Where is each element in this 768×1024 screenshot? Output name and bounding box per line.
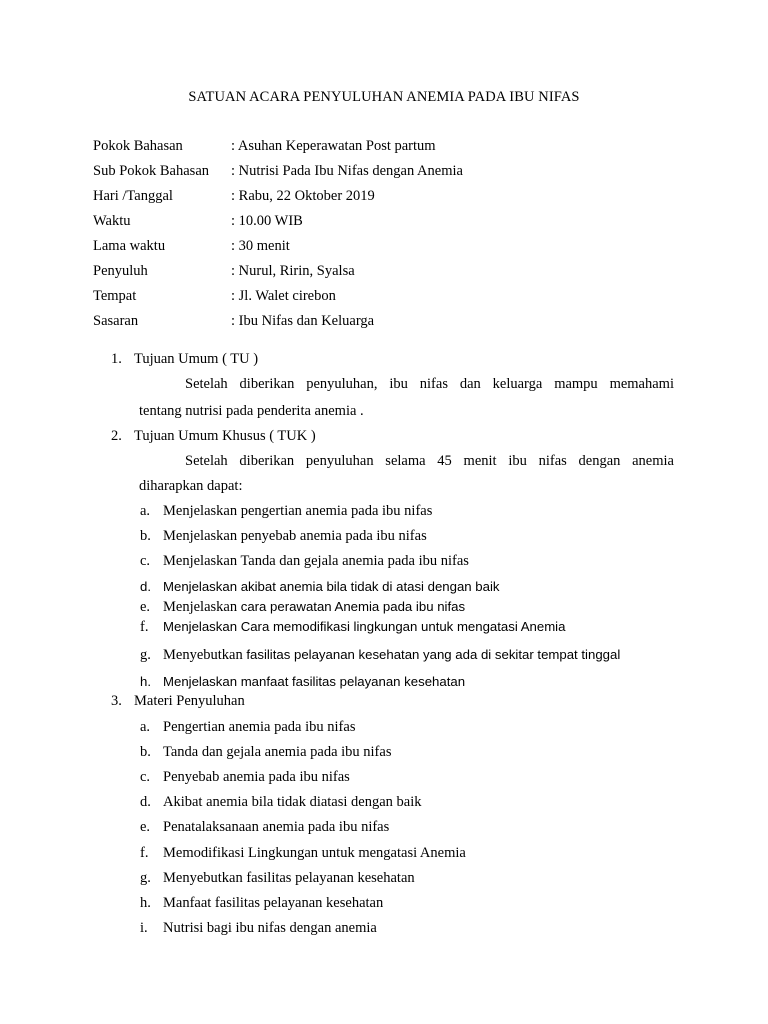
list-letter: h. (140, 674, 151, 689)
list-letter: a. (140, 503, 151, 519)
paragraph-line: Setelah diberikan penyuluhan, ibu nifas dan keluarga mampu memahami (185, 376, 674, 392)
list-letter: a. (140, 719, 151, 735)
list-letter: c. (140, 553, 151, 569)
list-letter: b. (140, 744, 151, 760)
section-heading: Materi Penyuluhan (134, 693, 245, 709)
list-letter: f. (140, 619, 149, 635)
list-text-part: cara perawatan Anemia pada ibu nifas (240, 599, 466, 614)
info-label: Sasaran (93, 313, 139, 329)
paragraph-line: tentang nutrisi pada penderita anemia . (139, 403, 364, 419)
list-text-part: fasilitas pelayanan kesehatan yang ada di sekitar tempat tinggal (246, 647, 621, 662)
info-label: Penyuluh (93, 263, 148, 279)
info-value: : Nurul, Ririn, Syalsa (231, 263, 355, 279)
info-value: : Asuhan Keperawatan Post partum (231, 138, 436, 154)
list-text (163, 646, 620, 664)
info-value: : Rabu, 22 Oktober 2019 (231, 188, 375, 204)
list-letter: h. (140, 895, 151, 911)
info-value: : Nutrisi Pada Ibu Nifas dengan Anemia (231, 163, 463, 179)
list-text: Menjelaskan Cara memodifikasi lingkungan untuk mengatasi Anemia (163, 619, 566, 634)
section-number: 1. (111, 351, 122, 367)
list-letter: d. (140, 794, 151, 810)
info-label: Sub Pokok Bahasan (93, 163, 209, 179)
list-text: Manfaat fasilitas pelayanan kesehatan (163, 895, 384, 911)
list-letter: b. (140, 528, 151, 544)
list-text: Menjelaskan manfaat fasilitas pelayanan kesehatan (163, 674, 466, 689)
list-text: Tanda dan gejala anemia pada ibu nifas (163, 744, 392, 760)
info-value: : 30 menit (231, 238, 290, 254)
list-text: Menjelaskan akibat anemia bila tidak di atasi dengan baik (163, 579, 500, 594)
list-text: Menyebutkan fasilitas pelayanan kesehatan (163, 870, 415, 886)
section-number: 3. (111, 693, 122, 709)
list-letter: f. (140, 845, 149, 861)
list-letter: g. (140, 870, 151, 886)
list-text: Penatalaksanaan anemia pada ibu nifas (163, 819, 390, 835)
info-value: : 10.00 WIB (231, 213, 303, 229)
info-label: Waktu (93, 213, 131, 229)
paragraph-line: Setelah diberikan penyuluhan selama 45 menit ibu nifas dengan anemia (185, 453, 674, 469)
list-text: Nutrisi bagi ibu nifas dengan anemia (163, 920, 377, 936)
list-text: Menjelaskan pengertian anemia pada ibu nifas (163, 503, 433, 519)
info-label: Hari /Tanggal (93, 188, 173, 204)
list-text: Penyebab anemia pada ibu nifas (163, 769, 350, 785)
list-text: Menjelaskan penyebab anemia pada ibu nifas (163, 528, 427, 544)
list-text: Pengertian anemia pada ibu nifas (163, 719, 356, 735)
list-text: Menjelaskan Tanda dan gejala anemia pada ibu nifas (163, 553, 469, 569)
list-letter: g. (140, 647, 151, 663)
list-letter: e. (140, 599, 151, 615)
list-text: Akibat anemia bila tidak diatasi dengan baik (163, 794, 422, 810)
section-number: 2. (111, 428, 122, 444)
list-letter: e. (140, 819, 151, 835)
info-value: : Ibu Nifas dan Keluarga (231, 313, 375, 329)
info-value: : Jl. Walet cirebon (231, 288, 336, 304)
list-letter: i. (140, 920, 148, 936)
info-label: Pokok Bahasan (93, 138, 183, 154)
paragraph-line: diharapkan dapat: (139, 478, 243, 494)
list-text: Memodifikasi Lingkungan untuk mengatasi Anemia (163, 845, 466, 861)
list-letter: d. (140, 579, 151, 594)
list-text-part: Menjelaskan (163, 599, 241, 615)
info-label: Tempat (93, 288, 137, 304)
section-heading: Tujuan Umum ( TU ) (134, 351, 259, 367)
list-text (163, 598, 465, 616)
list-letter: c. (140, 769, 151, 785)
info-label: Lama waktu (93, 238, 166, 254)
list-text-part: Menyebutkan (163, 647, 247, 663)
section-heading: Tujuan Umum Khusus ( TUK ) (134, 428, 316, 444)
document-title: SATUAN ACARA PENYULUHAN ANEMIA PADA IBU NIFAS (188, 89, 580, 105)
